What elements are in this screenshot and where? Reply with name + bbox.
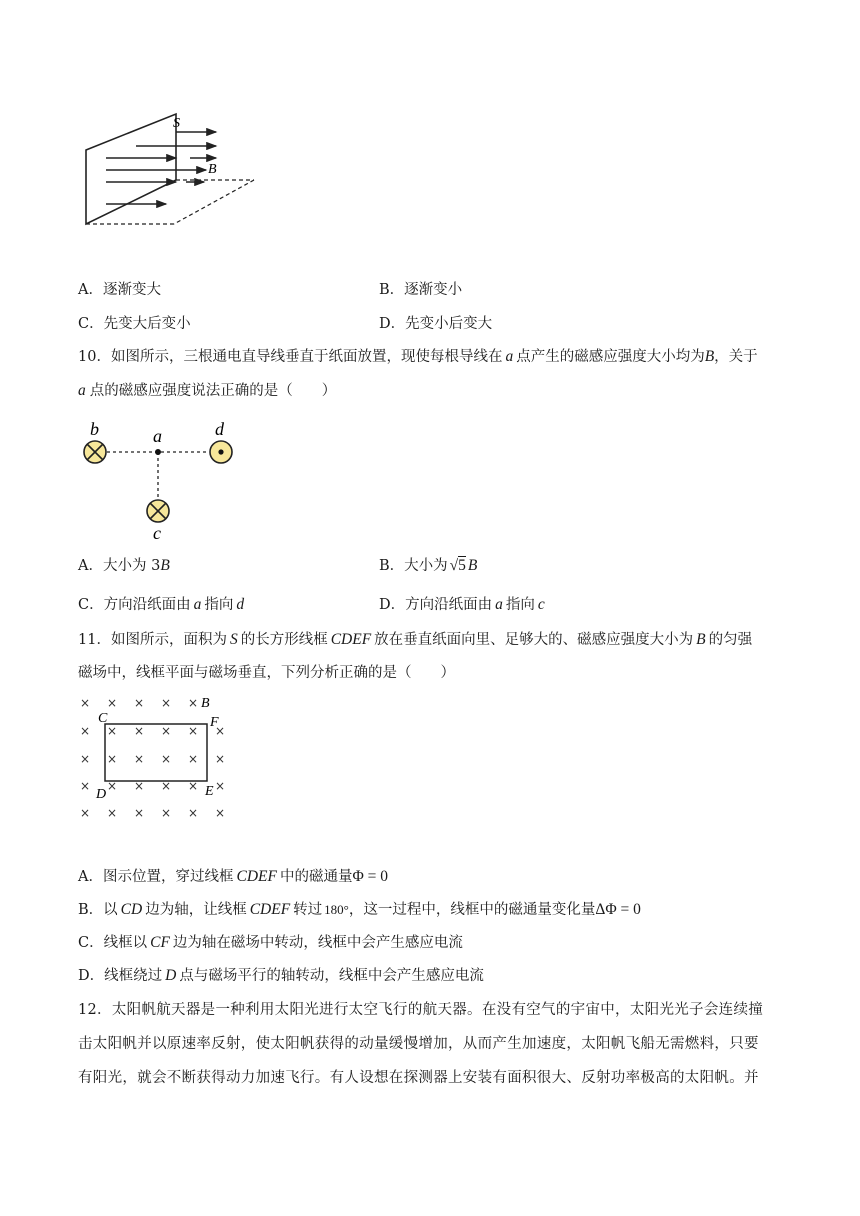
wire-d-dot-icon (210, 441, 232, 463)
field-cross-icon: × (214, 752, 226, 766)
q10-stem-line1: 10．如图所示，三根通电直导线垂直于纸面放置，现使每根导线在 a 点产生的磁感应强度大小均为B，关于 (78, 348, 758, 365)
field-cross-icon: × (106, 724, 118, 738)
q11-field-figure (76, 692, 236, 822)
field-cross-icon: × (79, 724, 91, 738)
q10-option-b: B．大小为 √5 B (379, 557, 478, 574)
field-cross-icon: × (79, 696, 91, 710)
q10-label-c: c (153, 523, 161, 543)
field-cross-icon: × (79, 806, 91, 820)
q11-option-c: C．线框以 CF 边为轴在磁场中转动，线框中会产生感应电流 (78, 934, 463, 951)
q11-option-b: B．以 CD 边为轴，让线框 CDEF 转过 180°，这一过程中，线框中的磁通量变化量ΔΦ = 0 (78, 901, 641, 918)
wire-c-cross-icon (147, 500, 169, 522)
q11-label-C: C (98, 711, 108, 726)
sqrt-symbol: √ (449, 557, 459, 574)
field-cross-icon: × (160, 752, 172, 766)
field-cross-icon: × (187, 752, 199, 766)
q10-stem-line2: a 点的磁感应强度说法正确的是（ ） (78, 382, 337, 399)
q11-label-E: E (205, 784, 214, 799)
q9-option-d: D．先变小后变大 (379, 316, 493, 332)
field-cross-icon: × (133, 752, 145, 766)
q11-option-d: D．线框绕过 D 点与磁场平行的轴转动，线框中会产生感应电流 (78, 967, 484, 984)
field-cross-icon: × (106, 696, 118, 710)
q10-label-a: a (153, 426, 162, 446)
field-cross-icon: × (133, 696, 145, 710)
q9-magnetic-field-figure (78, 108, 268, 233)
q11-option-a: A．图示位置，穿过线框 CDEF 中的磁通量Φ = 0 (78, 868, 389, 885)
q11-field-svg (76, 692, 236, 822)
q11-stem-line1: 11．如图所示，面积为 S 的长方形线框 CDEF 放在垂直纸面向里、足够大的、磁感应强度大小为 B 的匀强 (78, 631, 753, 648)
q10-option-c: C．方向沿纸面由 a 指向 d (78, 596, 245, 613)
q10-option-a: A．大小为 3B (78, 557, 170, 574)
field-cross-icon: × (187, 724, 199, 738)
field-cross-icon: × (106, 806, 118, 820)
field-cross-icon: × (79, 752, 91, 766)
field-cross-icon: × (214, 724, 226, 738)
field-cross-icon: × (133, 779, 145, 793)
field-cross-icon: × (187, 806, 199, 820)
field-cross-icon: × (160, 724, 172, 738)
q10-wire-figure (78, 418, 248, 543)
var-a: a (505, 348, 514, 365)
q9-option-a: A．逐渐变大 (78, 282, 161, 298)
q11-label-B: B (201, 696, 210, 711)
field-cross-icon: × (79, 779, 91, 793)
q10-option-d: D．方向沿纸面由 a 指向 c (379, 596, 545, 613)
field-cross-icon: × (187, 696, 199, 710)
q11-label-D: D (96, 787, 107, 802)
field-cross-icon: × (133, 724, 145, 738)
q10-label-b: b (90, 419, 99, 439)
field-cross-icon: × (160, 696, 172, 710)
q12-line1: 12．太阳帆航天器是一种利用太阳光进行太空飞行的航天器。在没有空气的宇宙中，太阳光光子会连续撞 (78, 1002, 764, 1018)
q12-line3: 有阳光，就会不断获得动力加速飞行。有人设想在探测器上安装有面积很大、反射功率极高的太阳帆。并 (78, 1070, 759, 1086)
field-cross-icon: × (214, 806, 226, 820)
var-a: a (78, 382, 86, 399)
var-b: B (704, 348, 715, 365)
q11-stem-line2: 磁场中，线框平面与磁场垂直，下列分析正确的是（ ） (78, 665, 455, 681)
q12-line2: 击太阳帆并以原速率反射，使太阳帆获得的动量缓慢增加，从而产生加速度，太阳帆飞船无需燃料，只要 (78, 1036, 759, 1052)
field-cross-icon: × (214, 779, 226, 793)
q9-option-c: C．先变大后变小 (78, 316, 191, 332)
field-cross-icon: × (160, 779, 172, 793)
field-cross-icon: × (187, 779, 199, 793)
field-cross-icon: × (133, 806, 145, 820)
wire-b-cross-icon (84, 441, 106, 463)
field-cross-icon: × (106, 752, 118, 766)
q9-label-s: S (173, 116, 180, 131)
q9-option-b: B．逐渐变小 (379, 282, 463, 298)
q9-label-b: B (208, 162, 217, 177)
q10-label-d: d (215, 419, 224, 439)
field-cross-icon: × (160, 806, 172, 820)
q11-label-F: F (210, 715, 219, 730)
field-cross-icon: × (106, 779, 118, 793)
